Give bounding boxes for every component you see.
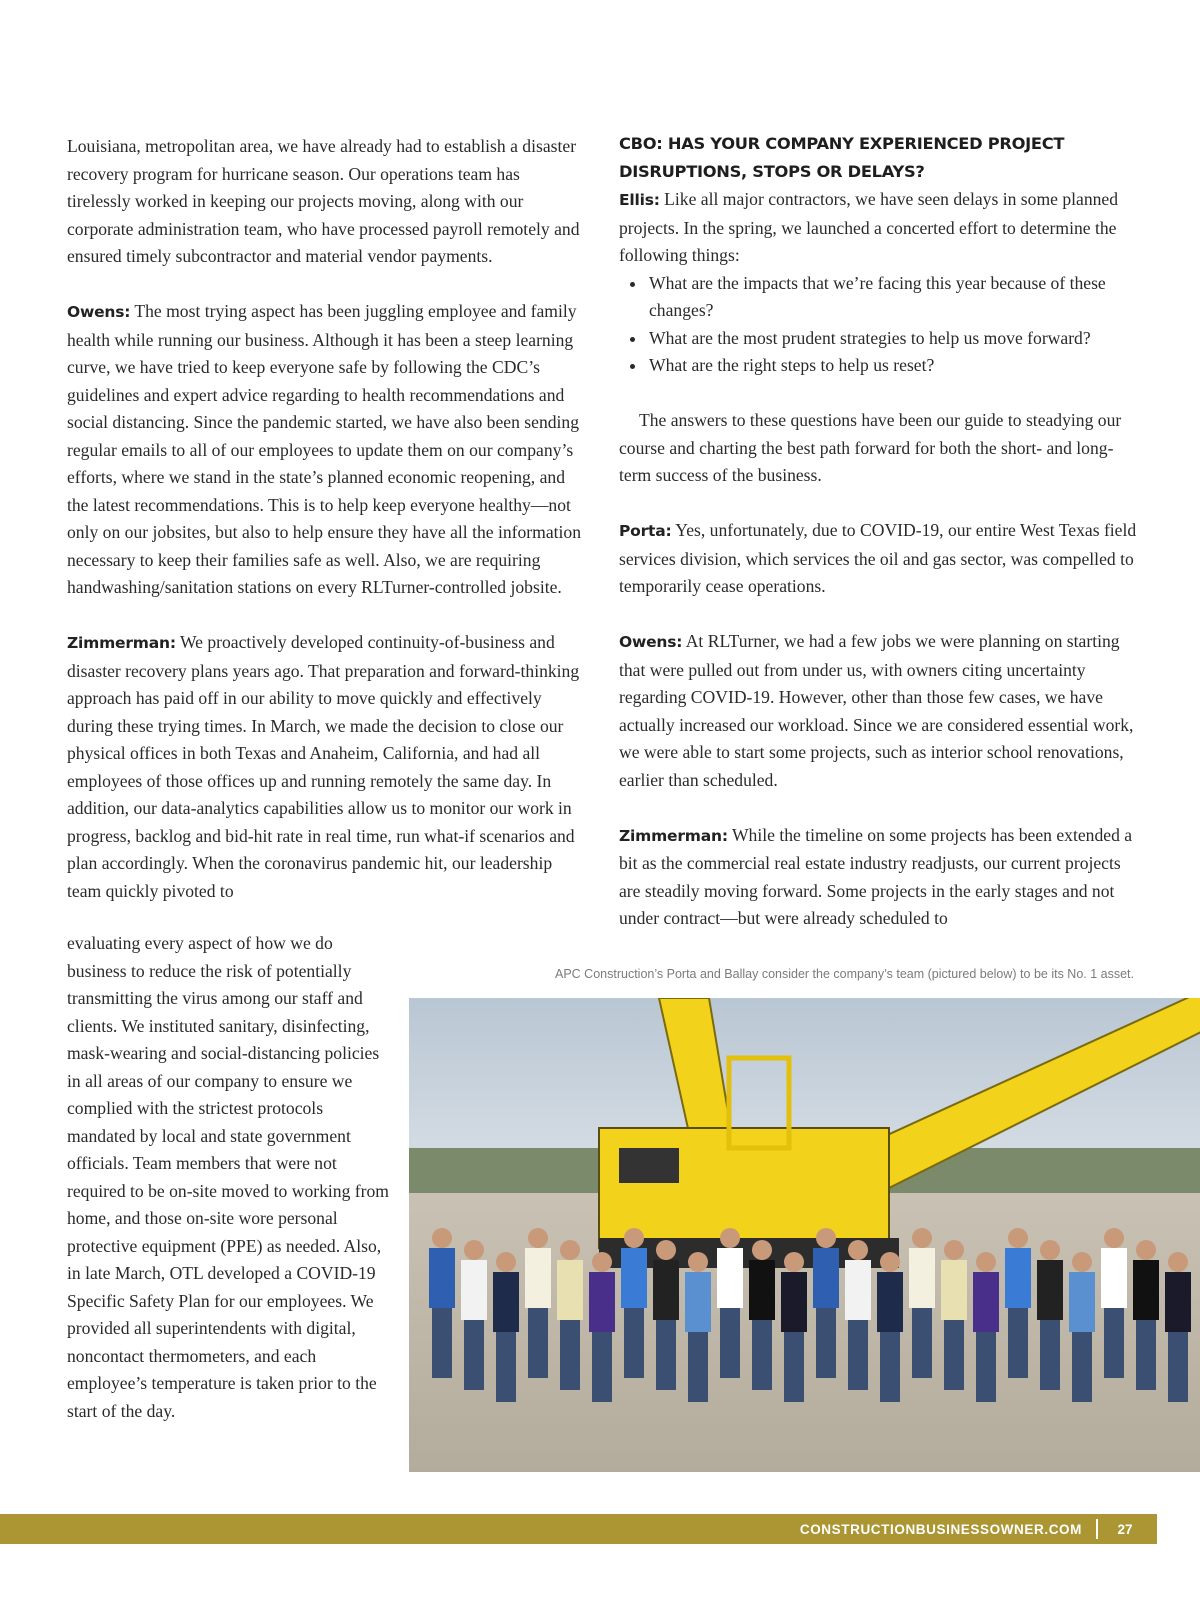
team-member-legs xyxy=(784,1332,804,1402)
team-member-head xyxy=(1008,1228,1028,1248)
team-member-head xyxy=(1040,1240,1060,1260)
ellis-answer: Like all major contractors, we have seen delays in some planned projects. In the spring, we launched a concerted effort to determine the following things: xyxy=(619,189,1119,265)
team-member-head xyxy=(528,1228,548,1248)
team-member-head xyxy=(560,1240,580,1260)
interview-question: CBO: HAS YOUR COMPANY EXPERIENCED PROJECT DISRUPTIONS, STOPS OR DELAYS? xyxy=(619,134,1065,181)
right-column xyxy=(619,130,1139,933)
team-member-head xyxy=(688,1252,708,1272)
team-member-legs xyxy=(592,1332,612,1402)
team-member-legs xyxy=(912,1308,932,1378)
team-member xyxy=(845,1260,871,1320)
team-member-legs xyxy=(720,1308,740,1378)
team-member xyxy=(1165,1272,1191,1332)
paragraph-answers: The answers to these questions have been our guide to steadying our course and charting the best path forward for both the short- and long-term success of the business. xyxy=(619,410,1122,485)
paragraph-zimmerman xyxy=(67,629,587,905)
bullet-item: • What are the most prudent strategies to help us move forward? xyxy=(647,325,1139,353)
team-member xyxy=(589,1272,615,1332)
team-member xyxy=(813,1248,839,1308)
bullet-list xyxy=(619,270,1139,380)
owens-right-answer: At RLTurner, we had a few jobs we were planning on starting that were pulled out from under us, with owners citing uncertainty regarding COVID-19. However, other than those few cases, we have actually increased our workload. Since we are considered essential work, we were able to start some projects, such as interior school renovations, earlier than scheduled. xyxy=(619,631,1134,790)
paragraph-continuation: evaluating every aspect of how we do business to reduce the risk of potentially transmitting the virus among our staff and clients. We instituted sanitary, disinfecting, mask-wearing and social-distancing policies in all areas of our company to ensure we complied with the strictest protocols mandated by local and state government officials. Team members that were not required to be on-site moved to working from home, and those on-site wore personal protective equipment (PPE) as needed. Also, in late March, OTL developed a COVID-19 Specific Safety Plan for our employees. We provided all superintendents with digital, noncontact thermometers, and each employee’s temperature is taken prior to the start of the day. xyxy=(67,933,389,1421)
team-member xyxy=(653,1260,679,1320)
team-member xyxy=(1101,1248,1127,1308)
speaker-owens: Owens: xyxy=(67,303,131,321)
team-member-legs xyxy=(1008,1308,1028,1378)
paragraph-ellis xyxy=(619,186,1139,270)
team-member-legs xyxy=(560,1320,580,1390)
team-member-head xyxy=(816,1228,836,1248)
team-member-head xyxy=(880,1252,900,1272)
paragraph-owens-right xyxy=(619,628,1139,794)
paragraph-porta xyxy=(619,517,1139,601)
team-member-legs xyxy=(880,1332,900,1402)
crane-team-illustration xyxy=(409,998,1200,1472)
footer-divider xyxy=(1096,1519,1098,1539)
team-member-head xyxy=(656,1240,676,1260)
team-member-legs xyxy=(1040,1320,1060,1390)
team-member xyxy=(493,1272,519,1332)
team-member-head xyxy=(1136,1240,1156,1260)
left-column-wrap xyxy=(67,930,392,1425)
team-member xyxy=(749,1260,775,1320)
footer-site-link[interactable]: CONSTRUCTIONBUSINESSOWNER.COM xyxy=(799,1522,1082,1537)
team-member-head xyxy=(1168,1252,1188,1272)
team-member-head xyxy=(720,1228,740,1248)
team-member xyxy=(1037,1260,1063,1320)
team-member-head xyxy=(848,1240,868,1260)
team-member-legs xyxy=(624,1308,644,1378)
team-member xyxy=(685,1272,711,1332)
zimmerman-answer: We proactively developed continuity-of-business and disaster recovery plans years ago. That preparation and forward-thinking approach has paid off in our ability to move quickly and effectively during these trying times. In March, we made the decision to close our physical offices in both Texas and Anaheim, California, and had all employees of those offices up and running remotely the same day. In addition, our data-analytics capabilities allow us to monitor our work in progress, backlog and bid-hit rate in real time, run what-if scenarios and plan accordingly. When the coronavirus pandemic hit, our leadership team quickly pivoted to xyxy=(67,632,580,901)
team-member-legs xyxy=(528,1308,548,1378)
team-member-head xyxy=(1104,1228,1124,1248)
team-member-head xyxy=(432,1228,452,1248)
team-member-legs xyxy=(1104,1308,1124,1378)
porta-answer: Yes, unfortunately, due to COVID-19, our entire West Texas field services division, which services the oil and gas sector, was compelled to temporarily cease operations. xyxy=(619,520,1137,596)
team-member xyxy=(1069,1272,1095,1332)
team-member-legs xyxy=(1168,1332,1188,1402)
team-member xyxy=(621,1248,647,1308)
team-member-legs xyxy=(848,1320,868,1390)
page-number: 27 xyxy=(1117,1522,1133,1537)
team-member xyxy=(461,1260,487,1320)
team-member-head xyxy=(1072,1252,1092,1272)
team-member xyxy=(525,1248,551,1308)
team-member-head xyxy=(784,1252,804,1272)
team-member-legs xyxy=(752,1320,772,1390)
team-member-head xyxy=(944,1240,964,1260)
speaker-zimmerman: Zimmerman: xyxy=(67,634,176,652)
team-member-head xyxy=(752,1240,772,1260)
team-photo xyxy=(409,998,1200,1472)
team-member-legs xyxy=(688,1332,708,1402)
team-member xyxy=(557,1260,583,1320)
team-member-legs xyxy=(976,1332,996,1402)
photo-caption: APC Construction’s Porta and Ballay consider the company’s team (pictured below) to be its No. 1 asset. xyxy=(555,967,1134,981)
team-member-legs xyxy=(944,1320,964,1390)
team-member-legs xyxy=(496,1332,516,1402)
owens-answer: The most trying aspect has been juggling employee and family health while running our business. Although it has been a steep learning curve, we have tried to keep everyone safe by following the CDC’s guidelines and expert advice regarding to health recommendations and social distancing. Since the pandemic started, we have also been sending regular emails to all of our employees to update them on our company’s efforts, where we stand in the state’s planned economic reopening, and the latest recommendations. This is to help keep everyone healthy—not only on our jobsites, but also to help ensure they have all the information necessary to keep their families safe as well. Also, we are requiring handwashing/sanitation stations on every RLTurner-controlled jobsite. xyxy=(67,301,582,597)
speaker-porta: Porta: xyxy=(619,522,672,540)
team-member-legs xyxy=(1072,1332,1092,1402)
speaker-ellis: Ellis: xyxy=(619,191,660,209)
team-member-head xyxy=(496,1252,516,1272)
team-member xyxy=(909,1248,935,1308)
team-member-legs xyxy=(1136,1320,1156,1390)
team-member xyxy=(941,1260,967,1320)
team-member xyxy=(781,1272,807,1332)
team-member-legs xyxy=(432,1308,452,1378)
paragraph-zimmerman-right xyxy=(619,822,1139,933)
team-member xyxy=(429,1248,455,1308)
paragraph-intro: Louisiana, metropolitan area, we have already had to establish a disaster recovery program for hurricane season. Our operations team has tirelessly worked in keeping our projects moving, along with our corporate administration team, who have processed payroll remotely and ensured timely subcontractor and material vendor payments. xyxy=(67,136,580,266)
team-member xyxy=(1005,1248,1031,1308)
team-member-head xyxy=(976,1252,996,1272)
team-member-legs xyxy=(656,1320,676,1390)
bullet-item: • What are the impacts that we’re facing this year because of these changes? xyxy=(647,270,1139,325)
team-member-legs xyxy=(816,1308,836,1378)
team-member xyxy=(717,1248,743,1308)
speaker-owens-right: Owens: xyxy=(619,633,683,651)
paragraph-owens xyxy=(67,298,587,602)
team-member-head xyxy=(624,1228,644,1248)
team-member xyxy=(973,1272,999,1332)
speaker-zimmerman-right: Zimmerman: xyxy=(619,826,728,845)
left-column-top xyxy=(67,133,587,905)
team-member-legs xyxy=(464,1320,484,1390)
team-member-head xyxy=(592,1252,612,1272)
bullet-item: • What are the right steps to help us reset? xyxy=(647,352,1139,380)
team-member-head xyxy=(464,1240,484,1260)
team-member-head xyxy=(912,1228,932,1248)
team-member xyxy=(877,1272,903,1332)
zimmerman-right-answer: While the timeline on some projects has been extended a bit as the commercial real estate industry readjusts, our current projects are steadily moving forward. Some projects in the early stages and not under contract—but were already scheduled to xyxy=(619,824,1133,928)
team-member xyxy=(1133,1260,1159,1320)
